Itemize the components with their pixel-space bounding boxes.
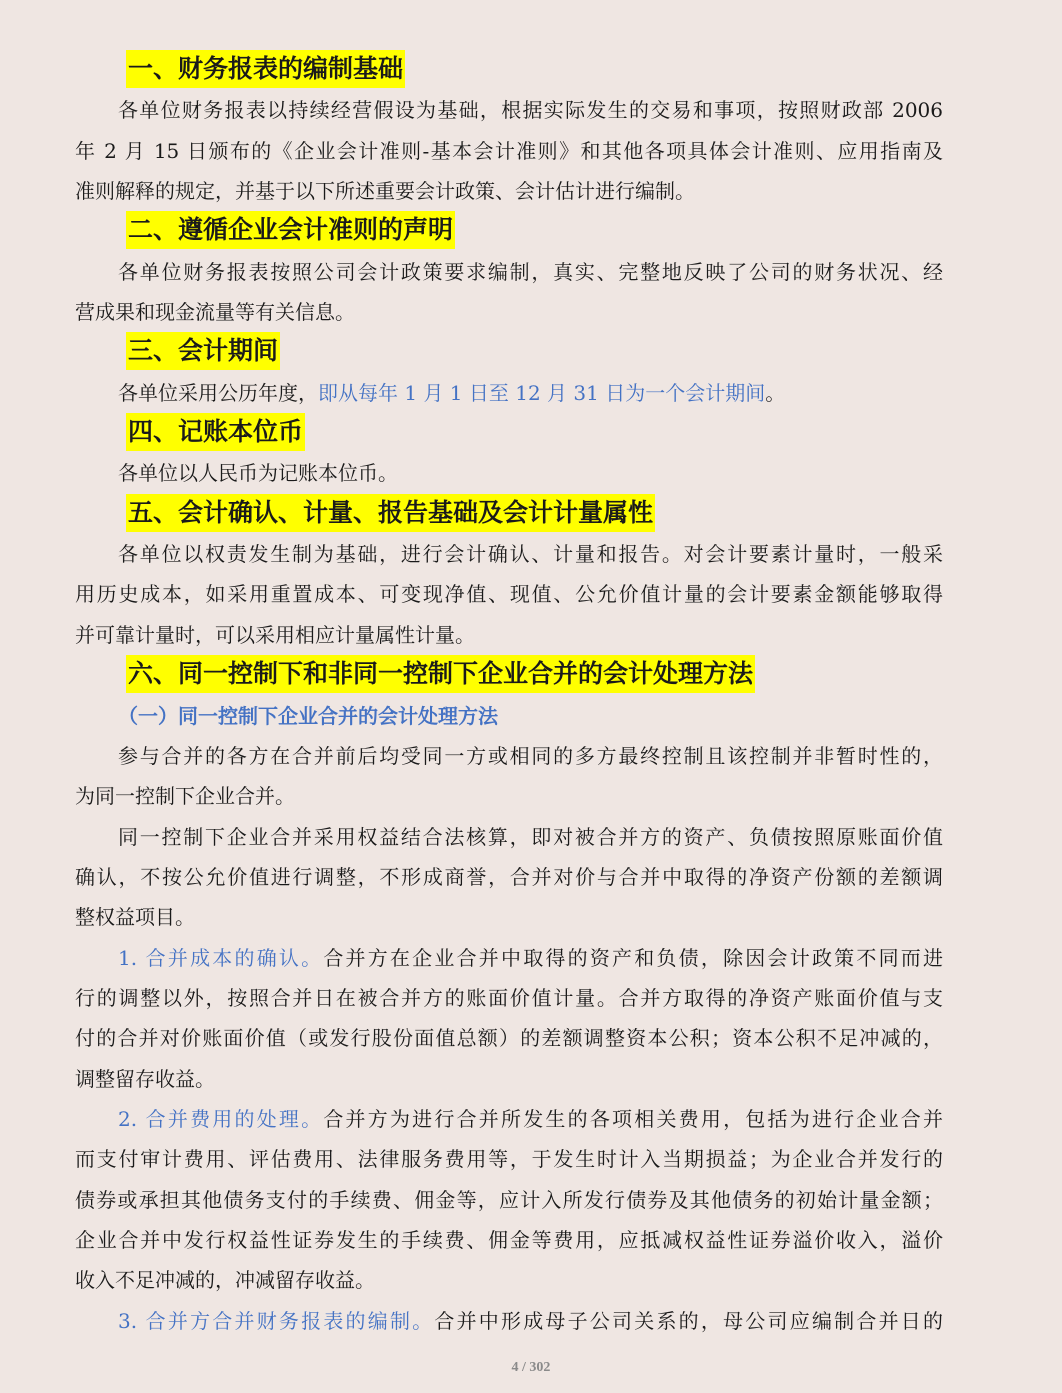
- body-text: 一、财务报表的编制基础: [128, 54, 404, 83]
- text-line: [75, 1180, 943, 1220]
- body-text: 各单位财务报表以持续经营假设为基础，根据实际发生的交易和事项，按照财政部 2006: [118, 98, 943, 123]
- text-line: [75, 978, 943, 1018]
- body-text: 四、记账本位币: [128, 417, 304, 447]
- text-line: [75, 776, 943, 816]
- document-body: [75, 50, 943, 1341]
- body-text: 。: [765, 380, 786, 405]
- text-line: [75, 1139, 943, 1179]
- page-number: 4 / 302: [511, 1360, 551, 1375]
- body-text: 各单位以权责发生制为基础，进行会计确认、计量和报告。对会计要素计量时，一般采: [118, 542, 943, 567]
- text-line: [75, 90, 943, 130]
- body-text: 二、遵循企业会计准则的声明: [128, 215, 454, 245]
- text-line: [75, 453, 943, 493]
- text-line: [75, 938, 943, 978]
- section-heading: [75, 494, 943, 534]
- text-line: [75, 292, 943, 332]
- body-text: 企业合并中发行权益性证券发生的手续费、佣金等费用，应抵减权益性证券溢价收入，溢价: [75, 1227, 943, 1252]
- text-line: [75, 736, 943, 776]
- body-text: 合并方在企业合并中取得的资产和负债，除因会计政策不同而进: [323, 945, 943, 970]
- text-line: [75, 574, 943, 614]
- emphasis-text: 即从每年 1 月 1 日至 12 月 31 日为一个会计期间: [318, 380, 766, 405]
- highlighted-heading: [126, 50, 405, 88]
- body-text: 各单位以人民币为记账本位币。: [118, 461, 398, 486]
- text-line: [75, 534, 943, 574]
- body-text: 合并方为进行合并所发生的各项相关费用，包括为进行企业合并: [323, 1106, 943, 1131]
- emphasis-text: 3. 合并方合并财务报表的编制。: [118, 1308, 435, 1333]
- body-text: 准则解释的规定，并基于以下所述重要会计政策、会计估计进行编制。: [75, 179, 695, 204]
- highlighted-heading: [126, 413, 305, 451]
- text-line: [75, 1099, 943, 1139]
- section-heading: [75, 655, 943, 695]
- body-text: 参与合并的各方在合并前后均受同一方或相同的多方最终控制且该控制并非暂时性的，: [118, 743, 943, 768]
- text-line: [75, 1260, 943, 1300]
- subsection-heading: [75, 696, 943, 736]
- body-text: 付的合并对价账面价值（或发行股份面值总额）的差额调整资本公积；资本公积不足冲减的，: [75, 1026, 943, 1051]
- body-text: 债券或承担其他债务支付的手续费、佣金等，应计入所发行债券及其他债务的初始计量金额；: [75, 1187, 943, 1212]
- text-line: [75, 171, 943, 211]
- section-heading: [75, 413, 943, 453]
- text-line: [75, 817, 943, 857]
- body-text: 而支付审计费用、评估费用、法律服务费用等，于发生时计入当期损益；为企业合并发行的: [75, 1147, 943, 1172]
- body-text: 行的调整以外，按照合并日在被合并方的账面价值计量。合并方取得的净资产账面价值与支: [75, 985, 943, 1010]
- text-line: [75, 1220, 943, 1260]
- text-line: [75, 131, 943, 171]
- body-text: 五、会计确认、计量、报告基础及会计计量属性: [128, 497, 654, 527]
- highlighted-heading: [126, 655, 755, 693]
- text-line: [75, 252, 943, 292]
- text-line: [75, 857, 943, 897]
- body-text: 各单位采用公历年度，: [118, 380, 318, 405]
- body-text: 年 2 月 15 日颁布的《企业会计准则-基本会计准则》和其他各项具体会计准则、应用指南及: [75, 138, 943, 163]
- body-text: 并可靠计量时，可以采用相应计量属性计量。: [75, 622, 475, 647]
- body-text: 合并中形成母子公司关系的，母公司应编制合并日的: [434, 1308, 943, 1333]
- text-line: [75, 1301, 943, 1341]
- body-text: 营成果和现金流量等有关信息。: [75, 300, 355, 325]
- body-text: 六、同一控制下和非同一控制下企业合并的会计处理方法: [128, 659, 754, 689]
- body-text: 整权益项目。: [75, 905, 195, 930]
- text-line: [75, 1059, 943, 1099]
- highlighted-heading: [126, 494, 655, 532]
- text-line: [75, 373, 943, 413]
- highlighted-heading: [126, 332, 280, 370]
- body-text: 同一控制下企业合并采用权益结合法核算，即对被合并方的资产、负债按照原账面价值: [118, 824, 943, 849]
- emphasis-text: 2. 合并费用的处理。: [118, 1106, 324, 1131]
- emphasis-text: （一）同一控制下企业合并的会计处理方法: [118, 703, 498, 728]
- section-heading: [75, 332, 943, 372]
- body-text: 各单位财务报表按照公司会计政策要求编制，真实、完整地反映了公司的财务状况、经: [118, 259, 943, 284]
- text-line: [75, 897, 943, 937]
- section-heading: [75, 211, 943, 251]
- body-text: 确认，不按公允价值进行调整，不形成商誉，合并对价与合并中取得的净资产份额的差额调: [75, 864, 943, 889]
- body-text: 三、会计期间: [128, 336, 279, 366]
- emphasis-text: 1. 合并成本的确认。: [118, 945, 324, 970]
- body-text: 为同一控制下企业合并。: [75, 784, 295, 809]
- text-line: [75, 615, 943, 655]
- section-heading: [75, 50, 943, 90]
- body-text: 收入不足冲减的，冲减留存收益。: [75, 1268, 375, 1293]
- body-text: 用历史成本，如采用重置成本、可变现净值、现值、公允价值计量的会计要素金额能够取得: [75, 582, 943, 607]
- highlighted-heading: [126, 211, 455, 249]
- body-text: 调整留存收益。: [75, 1066, 215, 1091]
- text-line: [75, 1018, 943, 1058]
